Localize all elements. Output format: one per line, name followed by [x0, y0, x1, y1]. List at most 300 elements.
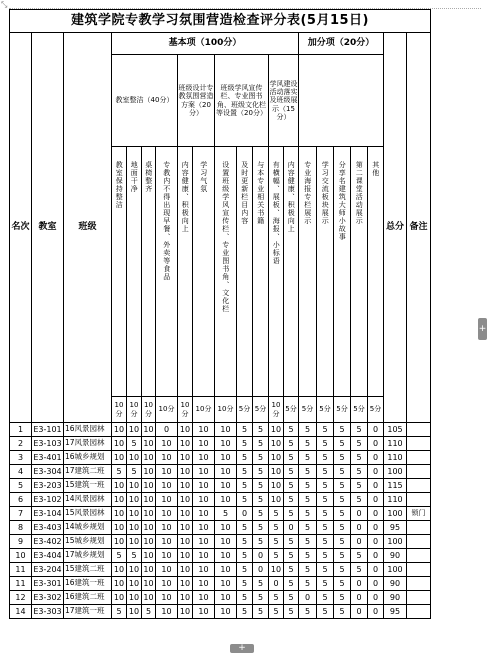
score-cell: 5: [334, 535, 351, 549]
score-cell: 5: [253, 605, 269, 619]
score-cell: 5: [299, 423, 317, 437]
score-cell: 5: [215, 507, 237, 521]
score-cell: 5: [351, 465, 368, 479]
score-cell: 10: [269, 493, 284, 507]
score-cell: 0: [368, 591, 384, 605]
classroom-cell: E3-103: [32, 437, 64, 451]
score-cell: 10: [193, 549, 215, 563]
score-cell: 10: [193, 465, 215, 479]
classroom-cell: E3-303: [32, 605, 64, 619]
score-cell: 10: [142, 549, 156, 563]
criterion-header: [178, 147, 193, 397]
header-class: 班级: [64, 33, 112, 423]
score-cell: 0: [253, 563, 269, 577]
score-cell: 5: [253, 423, 269, 437]
score-cell: 0: [351, 521, 368, 535]
class-cell: 17城乡规划: [64, 549, 112, 563]
score-cell: 10: [193, 479, 215, 493]
remark-cell: [407, 493, 431, 507]
score-cell: 10: [142, 479, 156, 493]
score-cell: 5: [284, 479, 299, 493]
resize-corner-icon[interactable]: ⤡: [1, 0, 8, 9]
score-cell: 0: [253, 549, 269, 563]
criterion-label: 地面干净: [130, 161, 139, 193]
class-cell: 17风景园林: [64, 437, 112, 451]
score-cell: 10: [178, 577, 193, 591]
remark-cell: [407, 577, 431, 591]
criterion-label: 教室保持整洁: [115, 161, 124, 209]
score-cell: 10: [142, 591, 156, 605]
score-cell: 10: [215, 577, 237, 591]
score-cell: 5: [253, 535, 269, 549]
score-cell: 10: [156, 521, 178, 535]
remark-cell: [407, 563, 431, 577]
score-cell: 10: [193, 507, 215, 521]
score-cell: 10: [178, 493, 193, 507]
score-cell: 5: [334, 437, 351, 451]
criterion-label: 有横幅、展板、海报、小标语: [272, 161, 281, 265]
score-cell: 10: [142, 465, 156, 479]
score-cell: 5: [112, 549, 127, 563]
total-cell: 115: [384, 479, 407, 493]
criterion-max-score: 5分: [334, 397, 351, 423]
score-cell: 10: [215, 591, 237, 605]
score-cell: 5: [237, 423, 253, 437]
score-cell: 5: [351, 423, 368, 437]
score-cell: 0: [269, 577, 284, 591]
table-row: [10, 423, 431, 437]
score-cell: 10: [178, 605, 193, 619]
score-cell: 10: [193, 591, 215, 605]
header-basic-items: 基本项（100分）: [112, 33, 299, 55]
score-cell: 10: [142, 563, 156, 577]
score-cell: 10: [178, 465, 193, 479]
classroom-cell: E3-302: [32, 591, 64, 605]
score-cell: 10: [178, 423, 193, 437]
score-cell: 10: [112, 563, 127, 577]
criterion-label: 与本专业相关书籍: [256, 161, 265, 225]
score-cell: 0: [368, 465, 384, 479]
score-cell: 5: [317, 521, 334, 535]
score-cell: 5: [334, 563, 351, 577]
header-classroom: 教室: [32, 33, 64, 423]
score-cell: 5: [334, 605, 351, 619]
criterion-header: [269, 147, 284, 397]
score-cell: 10: [127, 605, 142, 619]
criterion-label: 内容健康、积极向上: [287, 161, 296, 233]
score-cell: 10: [142, 451, 156, 465]
score-cell: 10: [269, 437, 284, 451]
table-row: [10, 591, 431, 605]
group-study-activity: 学风建设活动落实及班级展示（15分）: [269, 55, 299, 147]
score-cell: 5: [299, 451, 317, 465]
criterion-label: 内容健康、积极向上: [181, 161, 190, 233]
score-cell: 5: [334, 591, 351, 605]
group-bonus-blank: [299, 55, 384, 147]
rank-cell: 11: [10, 577, 32, 591]
group-atmosphere-plan: 班级设计专教氛围营造方案（20分）: [178, 55, 215, 147]
group-bulletin-setup: 班级学风宣传栏、专业图书角、班级文化栏等设置（20分）: [215, 55, 269, 147]
classroom-cell: E3-101: [32, 423, 64, 437]
score-cell: 5: [237, 479, 253, 493]
score-cell: 5: [127, 549, 142, 563]
classroom-cell: E3-204: [32, 563, 64, 577]
remark-cell: [407, 535, 431, 549]
rank-cell: 10: [10, 549, 32, 563]
criterion-header: [317, 147, 334, 397]
score-cell: 10: [142, 535, 156, 549]
score-cell: 10: [127, 521, 142, 535]
rank-cell: 1: [10, 423, 32, 437]
criterion-max-score: 10分: [215, 397, 237, 423]
score-cell: 10: [269, 465, 284, 479]
criterion-header: [368, 147, 384, 397]
score-cell: 10: [193, 437, 215, 451]
score-cell: 10: [156, 451, 178, 465]
score-cell: 10: [178, 563, 193, 577]
score-cell: 5: [253, 577, 269, 591]
score-cell: 5: [284, 605, 299, 619]
total-cell: 90: [384, 591, 407, 605]
remark-cell: [407, 437, 431, 451]
score-cell: 10: [112, 535, 127, 549]
score-cell: 5: [253, 507, 269, 521]
score-cell: 10: [178, 521, 193, 535]
class-cell: 14城乡规划: [64, 521, 112, 535]
remark-cell: [407, 479, 431, 493]
score-cell: 10: [112, 479, 127, 493]
score-cell: 5: [334, 451, 351, 465]
score-cell: 5: [317, 591, 334, 605]
score-cell: 5: [284, 507, 299, 521]
class-cell: 16风景园林: [64, 423, 112, 437]
score-cell: 5: [317, 563, 334, 577]
score-cell: 10: [112, 423, 127, 437]
score-cell: 10: [156, 535, 178, 549]
score-cell: 5: [253, 437, 269, 451]
criterion-header: [351, 147, 368, 397]
classroom-cell: E3-401: [32, 451, 64, 465]
rank-cell: 6: [10, 493, 32, 507]
score-cell: 10: [178, 451, 193, 465]
rank-cell: 2: [10, 437, 32, 451]
score-cell: 5: [351, 451, 368, 465]
class-cell: 14风景园林: [64, 493, 112, 507]
score-cell: 5: [299, 577, 317, 591]
criterion-header: [156, 147, 178, 397]
criterion-label: 专教内不得出现早餐、外卖等食品: [162, 161, 171, 281]
score-cell: 0: [351, 507, 368, 521]
criterion-max-score: 5分: [368, 397, 384, 423]
group-classroom-tidiness: 教室整洁（40分）: [112, 55, 178, 147]
score-cell: 0: [368, 577, 384, 591]
score-cell: 10: [112, 591, 127, 605]
score-cell: 10: [156, 507, 178, 521]
criterion-header: [127, 147, 142, 397]
score-table: [9, 9, 431, 619]
score-cell: 10: [215, 549, 237, 563]
score-cell: 5: [253, 465, 269, 479]
total-cell: 100: [384, 465, 407, 479]
total-cell: 110: [384, 437, 407, 451]
classroom-cell: E3-301: [32, 577, 64, 591]
score-cell: 0: [351, 535, 368, 549]
criterion-max-score: 10分: [112, 397, 127, 423]
criterion-header: [237, 147, 253, 397]
score-cell: 5: [351, 437, 368, 451]
score-cell: 10: [215, 605, 237, 619]
score-cell: 10: [178, 549, 193, 563]
score-cell: 5: [269, 605, 284, 619]
score-cell: 5: [351, 493, 368, 507]
score-cell: 0: [368, 563, 384, 577]
table-row: [10, 605, 431, 619]
score-cell: 10: [193, 535, 215, 549]
class-cell: 15城乡规划: [64, 535, 112, 549]
score-cell: 10: [156, 563, 178, 577]
score-cell: 5: [253, 493, 269, 507]
score-cell: 10: [215, 563, 237, 577]
score-cell: 5: [142, 605, 156, 619]
criterion-max-score: 10分: [156, 397, 178, 423]
score-cell: 5: [112, 465, 127, 479]
score-cell: 10: [127, 479, 142, 493]
score-cell: 10: [178, 437, 193, 451]
score-cell: 5: [284, 577, 299, 591]
score-cell: 10: [193, 451, 215, 465]
score-cell: 5: [284, 535, 299, 549]
score-cell: 0: [351, 605, 368, 619]
score-cell: 0: [299, 591, 317, 605]
score-cell: 10: [127, 493, 142, 507]
header-rank: 名次: [10, 33, 32, 423]
score-cell: 5: [284, 591, 299, 605]
score-cell: 10: [127, 423, 142, 437]
score-cell: 10: [269, 451, 284, 465]
class-cell: 15风景园林: [64, 507, 112, 521]
total-cell: 100: [384, 507, 407, 521]
total-cell: 110: [384, 451, 407, 465]
table-row: [10, 437, 431, 451]
criterion-header: [193, 147, 215, 397]
score-cell: 10: [112, 507, 127, 521]
score-cell: 5: [284, 451, 299, 465]
score-cell: 5: [351, 563, 368, 577]
remark-cell: [407, 549, 431, 563]
class-cell: 17建筑一班: [64, 605, 112, 619]
header-bonus-items: 加分项（20分）: [299, 33, 384, 55]
score-cell: 10: [127, 535, 142, 549]
score-cell: 5: [299, 563, 317, 577]
criterion-max-score: 10分: [142, 397, 156, 423]
score-cell: 5: [317, 423, 334, 437]
expand-right-tab[interactable]: +: [478, 318, 487, 340]
score-cell: 5: [284, 437, 299, 451]
score-cell: 0: [368, 423, 384, 437]
score-cell: 10: [142, 423, 156, 437]
score-cell: 10: [156, 605, 178, 619]
score-cell: 10: [112, 521, 127, 535]
score-cell: 5: [237, 493, 253, 507]
score-cell: 5: [237, 535, 253, 549]
criterion-max-score: 5分: [284, 397, 299, 423]
score-cell: 0: [156, 423, 178, 437]
score-cell: 5: [237, 563, 253, 577]
class-cell: 16建筑二班: [64, 591, 112, 605]
score-cell: 5: [299, 535, 317, 549]
score-cell: 10: [112, 577, 127, 591]
score-cell: 10: [156, 493, 178, 507]
score-cell: 10: [193, 423, 215, 437]
score-cell: 5: [317, 493, 334, 507]
score-cell: 5: [269, 521, 284, 535]
score-cell: 0: [368, 605, 384, 619]
score-cell: 10: [178, 479, 193, 493]
score-cell: 5: [237, 577, 253, 591]
score-cell: 0: [368, 549, 384, 563]
score-cell: 5: [299, 605, 317, 619]
score-cell: 0: [351, 577, 368, 591]
criterion-max-score: 10分: [127, 397, 142, 423]
score-cell: 10: [156, 465, 178, 479]
criterion-header: [253, 147, 269, 397]
score-cell: 10: [269, 479, 284, 493]
score-cell: 5: [127, 465, 142, 479]
criterion-header: [215, 147, 237, 397]
score-cell: 5: [334, 577, 351, 591]
score-cell: 5: [284, 493, 299, 507]
score-cell: 10: [215, 465, 237, 479]
score-cell: 10: [127, 563, 142, 577]
total-cell: 90: [384, 577, 407, 591]
classroom-cell: E3-404: [32, 549, 64, 563]
criterion-header: [299, 147, 317, 397]
score-cell: 10: [156, 549, 178, 563]
score-cell: 10: [156, 437, 178, 451]
score-cell: 5: [317, 451, 334, 465]
class-cell: 15建筑二班: [64, 563, 112, 577]
score-cell: 5: [317, 479, 334, 493]
criterion-header: [142, 147, 156, 397]
criterion-max-score: 5分: [253, 397, 269, 423]
score-cell: 5: [237, 465, 253, 479]
expand-bottom-tab[interactable]: +: [230, 644, 254, 653]
table-row: [10, 563, 431, 577]
score-cell: 5: [284, 423, 299, 437]
score-cell: 5: [317, 437, 334, 451]
remark-cell: [407, 605, 431, 619]
score-cell: 5: [237, 437, 253, 451]
score-cell: 5: [253, 451, 269, 465]
score-cell: 10: [142, 577, 156, 591]
score-cell: 10: [215, 437, 237, 451]
score-cell: 10: [269, 563, 284, 577]
table-row: [10, 493, 431, 507]
score-cell: 0: [368, 437, 384, 451]
table-row: [10, 549, 431, 563]
score-cell: 5: [299, 549, 317, 563]
classroom-cell: E3-304: [32, 465, 64, 479]
score-cell: 10: [142, 437, 156, 451]
criterion-max-score: 5分: [237, 397, 253, 423]
score-cell: 10: [193, 493, 215, 507]
score-cell: 10: [127, 507, 142, 521]
score-cell: 10: [156, 591, 178, 605]
score-cell: 5: [127, 437, 142, 451]
criterion-header: [284, 147, 299, 397]
score-cell: 5: [317, 577, 334, 591]
score-cell: 5: [317, 535, 334, 549]
score-cell: 5: [334, 507, 351, 521]
class-cell: 16城乡规划: [64, 451, 112, 465]
total-cell: 100: [384, 535, 407, 549]
score-cell: 5: [269, 535, 284, 549]
remark-cell: 锁门: [407, 507, 431, 521]
classroom-cell: E3-104: [32, 507, 64, 521]
score-cell: 5: [112, 605, 127, 619]
score-cell: 5: [317, 605, 334, 619]
score-cell: 10: [215, 423, 237, 437]
classroom-cell: E3-402: [32, 535, 64, 549]
criterion-label: 分享名建筑大师小故事: [338, 161, 347, 241]
score-cell: 5: [317, 507, 334, 521]
criterion-max-score: 10分: [178, 397, 193, 423]
score-cell: 5: [237, 549, 253, 563]
criterion-label: 设置班级学风宣传栏、专业图书角、文化栏: [221, 161, 230, 313]
total-cell: 95: [384, 605, 407, 619]
score-cell: 5: [299, 493, 317, 507]
score-cell: 5: [237, 451, 253, 465]
score-cell: 5: [334, 549, 351, 563]
score-cell: 5: [334, 521, 351, 535]
rank-cell: 5: [10, 479, 32, 493]
page-title: 建筑学院专教学习氛围营造检查评分表(5月15日): [10, 10, 431, 33]
score-cell: 5: [253, 479, 269, 493]
header-remark: 备注: [407, 33, 431, 423]
score-cell: 10: [193, 521, 215, 535]
score-cell: 0: [351, 591, 368, 605]
score-cell: 10: [127, 591, 142, 605]
score-cell: 5: [334, 493, 351, 507]
score-cell: 10: [112, 493, 127, 507]
score-cell: 10: [142, 507, 156, 521]
score-cell: 0: [284, 521, 299, 535]
score-cell: 10: [215, 451, 237, 465]
table-row: [10, 479, 431, 493]
score-cell: 10: [215, 493, 237, 507]
score-sheet: [9, 9, 431, 619]
score-cell: 5: [299, 479, 317, 493]
score-cell: 5: [269, 507, 284, 521]
score-cell: 0: [368, 451, 384, 465]
remark-cell: [407, 465, 431, 479]
classroom-cell: E3-403: [32, 521, 64, 535]
total-cell: 110: [384, 493, 407, 507]
criterion-max-score: 10分: [269, 397, 284, 423]
score-cell: 5: [317, 465, 334, 479]
remark-cell: [407, 451, 431, 465]
table-row: [10, 577, 431, 591]
score-cell: 5: [334, 465, 351, 479]
classroom-cell: E3-102: [32, 493, 64, 507]
criterion-header: [112, 147, 127, 397]
class-cell: 17建筑二班: [64, 465, 112, 479]
score-cell: 5: [284, 465, 299, 479]
score-cell: 0: [368, 535, 384, 549]
score-cell: 5: [317, 549, 334, 563]
score-cell: 5: [351, 549, 368, 563]
score-cell: 10: [156, 577, 178, 591]
